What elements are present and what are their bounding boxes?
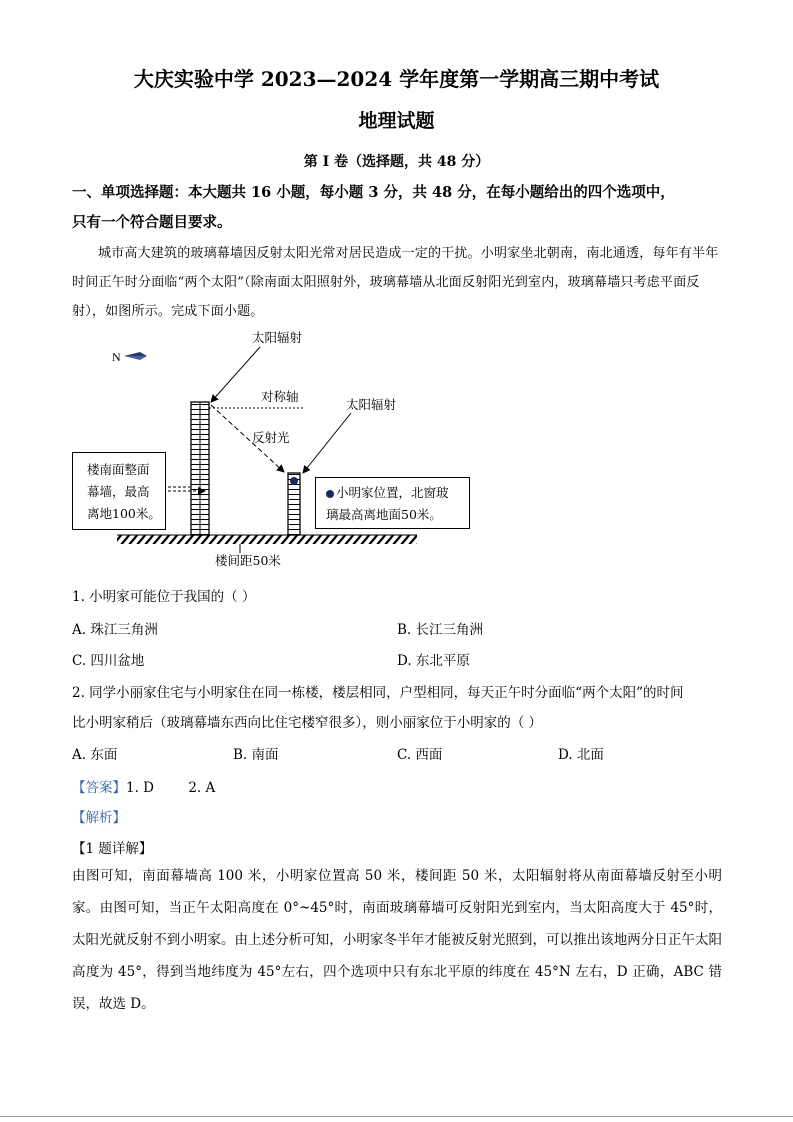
question-intro: 城市高大建筑的玻璃幕墙因反射太阳光常对居民造成一定的干扰。小明家坐北朝南，南北通透，每年有半年时间正午时分面临“两个太阳”（除南面太阳照射外，玻璃幕墙从北面反射阳光到室内，玻璃幕墙只考虑平面反射），如图所示。完成下面小题。 bbox=[72, 246, 719, 319]
q2-option-d[interactable]: D. 北面 bbox=[558, 747, 604, 763]
question-1-stem: 1. 小明家可能位于我国的（ ） bbox=[72, 589, 256, 605]
home-dot-icon bbox=[326, 490, 334, 498]
exam-subject: 地理试题 bbox=[358, 110, 435, 132]
reflection-diagram bbox=[0, 325, 793, 575]
q2-option-a[interactable]: A. 东面 bbox=[72, 747, 118, 763]
answer-text: 1. D 2. A bbox=[126, 780, 216, 796]
sun-ray-1 bbox=[211, 347, 260, 402]
right-note-box: 小明家位置，北窗玻 璃最高离地面50米。 bbox=[315, 477, 470, 529]
xiaoming-home-dot bbox=[290, 477, 298, 485]
section-heading-line2: 只有一个符合题目要求。 bbox=[72, 214, 232, 231]
ground bbox=[117, 535, 417, 544]
q2-option-c[interactable]: C. 西面 bbox=[397, 747, 443, 763]
page-bottom-divider bbox=[0, 1116, 793, 1117]
axis-label: 对称轴 bbox=[261, 389, 299, 404]
question-2-stem-line2: 比小明家稍后（玻璃幕墙东西向比住宅楼窄很多），则小丽家位于小明家的（ ） bbox=[72, 715, 543, 731]
sun-label-1: 太阳辐射 bbox=[252, 330, 303, 345]
exam-title: 大庆实验中学 2023—2024 学年度第一学期高三期中考试 bbox=[133, 67, 660, 91]
reflect-label: 反射光 bbox=[252, 430, 290, 445]
sun-label-2: 太阳辐射 bbox=[346, 397, 397, 412]
north-arrow-icon bbox=[124, 352, 147, 356]
q1-option-c[interactable]: C. 四川盆地 bbox=[72, 653, 145, 669]
section-heading bbox=[72, 178, 732, 238]
q1-option-a[interactable]: A. 珠江三角洲 bbox=[72, 622, 158, 638]
sun-ray-2 bbox=[303, 413, 351, 473]
answer-line bbox=[72, 776, 215, 796]
part-heading: 第 I 卷（选择题，共 48 分） bbox=[303, 154, 490, 170]
answer-label: 【答案】 bbox=[72, 780, 126, 796]
q1-option-b[interactable]: B. 长江三角洲 bbox=[397, 622, 484, 638]
distance-label: 楼间距50米 bbox=[215, 553, 281, 568]
detail-label: 【1 题详解】 bbox=[72, 841, 153, 857]
q1-option-d[interactable]: D. 东北平原 bbox=[397, 653, 470, 669]
left-note-box: 楼南面整面 幕墙，最高 离地100米。 bbox=[72, 452, 166, 530]
q2-option-b[interactable]: B. 南面 bbox=[233, 747, 279, 763]
analysis-label: 【解析】 bbox=[72, 810, 126, 826]
section-heading-line1: 一、单项选择题：本大题共 16 小题，每小题 3 分，共 48 分，在每小题给出的四个选项中， bbox=[72, 184, 675, 201]
question-2-stem-line1: 2. 同学小丽家住宅与小明家住在同一栋楼，楼层相同，户型相同，每天正午时分面临“两个太阳”的时间 bbox=[72, 685, 684, 701]
north-label: N bbox=[112, 350, 121, 364]
explanation-text: 由图可知，南面幕墙高 100 米，小明家位置高 50 米，楼间距 50 米，太阳辐射将从南面幕墙反射至小明家。由图可知，当正午太阳高度在 0°~45°时，南面玻璃幕墙可反射阳光到室内，当太阳高度大于 45°时，太阳光就反射不到小明家。由上述分析可知，小明家冬半年才能被反射光照到，可以推出该地两分日正午太阳高度为 45°，得到当地纬度为 45°左右，四个选项中只有东北平原的纬度在 45°N 左右，D 正确，ABC 错误，故选 D。 bbox=[72, 868, 722, 1012]
